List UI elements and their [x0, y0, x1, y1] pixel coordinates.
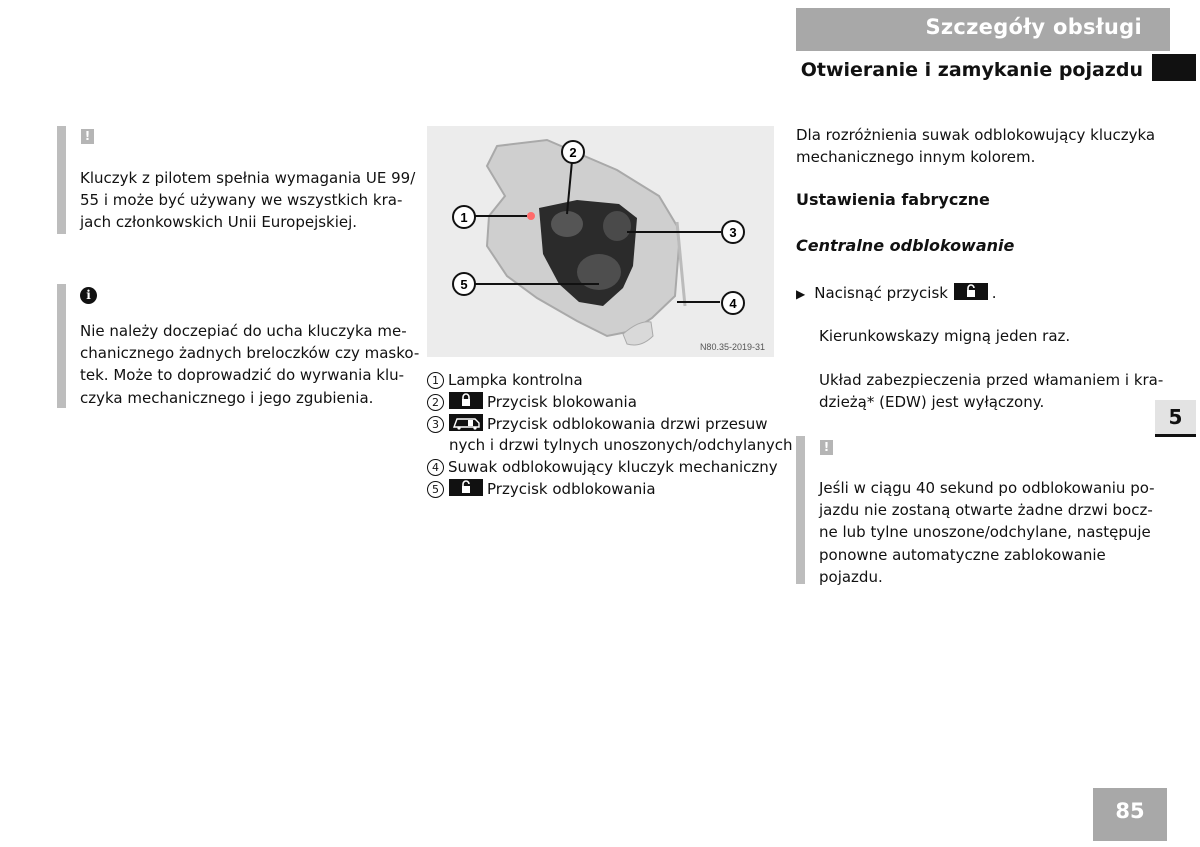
figure-legend [427, 370, 793, 501]
text-line: pojazdu. [819, 567, 883, 586]
warning-note-text [80, 167, 415, 234]
van-door-button [603, 211, 631, 241]
indicator-lamp [527, 212, 535, 220]
lock-open-icon [449, 479, 483, 496]
legend-text: Lampka kontrolna [448, 371, 583, 389]
legend-number: 1 [427, 372, 444, 389]
step-arrow-icon: ▶ [796, 287, 806, 301]
lock-open-icon [954, 283, 988, 300]
info-icon: i [80, 287, 97, 304]
result-edw [819, 369, 1163, 413]
callout-label-2: 2 [569, 145, 577, 160]
step-text: Nacisnąć przycisk [814, 284, 948, 302]
text-line: jazdu nie zostaną otwarte żadne drzwi bocz- [819, 501, 1153, 520]
text-line: dzieżą* (EDW) jest wyłączony. [819, 393, 1045, 412]
legend-text: Suwak odblokowujący kluczyk mechaniczny [448, 458, 778, 477]
exclamation-icon: ! [820, 440, 833, 455]
warning-note-text [819, 477, 1155, 588]
figure-code: N80.35-2019-31 [699, 342, 765, 352]
legend-item-5 [427, 479, 793, 501]
text-line: ponowne automatyczne zablokowanie [819, 545, 1106, 564]
warning-note-bar [796, 436, 805, 584]
legend-text: Przycisk odblokowania drzwi przesuw [487, 414, 768, 433]
callout-label-5: 5 [460, 277, 468, 292]
warning-note-bar [57, 126, 66, 234]
callout-label-1: 1 [460, 210, 468, 225]
text-line: Nie należy doczepiać do ucha kluczyka me- [80, 322, 407, 340]
text-line: 55 i może być używany we wszystkich kra- [80, 191, 403, 210]
info-note-text [80, 320, 419, 409]
legend-number: 2 [427, 394, 444, 411]
key-figure [427, 126, 774, 357]
legend-item-4 [427, 457, 793, 479]
text-line: Kluczyk z pilotem spełnia wymagania UE 99/ [80, 169, 416, 187]
legend-item-3-continuation: nych i drzwi tylnych unoszonych/odchylanych [449, 436, 793, 455]
callout-label-4: 4 [729, 296, 737, 311]
central-unlock-subheading: Centralne odblokowanie [796, 236, 1015, 255]
text-line: Dla rozróżnienia suwak odblokowujący kluczyka [796, 126, 1156, 144]
callout-label-3: 3 [729, 225, 737, 240]
legend-number: 5 [427, 481, 444, 498]
text-line: chanicznego żadnych breloczków czy masko- [80, 344, 420, 363]
result-turn-signals: Kierunkowskazy migną jeden raz. [819, 327, 1071, 345]
section-title: Otwieranie i zamykanie pojazdu [800, 59, 1143, 81]
exclamation-icon: ! [81, 129, 94, 144]
remote-key-illustration [427, 126, 774, 357]
text-line: Jeśli w ciągu 40 sekund po odblokowaniu po- [819, 479, 1155, 497]
legend-number: 4 [427, 459, 444, 476]
legend-text: Przycisk blokowania [487, 392, 637, 411]
text-line: tek. Może to doprowadzić do wyrwania klu- [80, 366, 405, 385]
text-line: mechanicznego innym kolorem. [796, 148, 1036, 167]
intro-paragraph [796, 124, 1155, 168]
text-line: Układ zabezpieczenia przed włamaniem i kra- [819, 371, 1164, 389]
text-line: ne lub tylne unoszone/odchylane, następuje [819, 523, 1151, 542]
factory-settings-heading: Ustawienia fabryczne [796, 190, 990, 209]
step-text-end: . [991, 284, 997, 302]
legend-item-2 [427, 392, 793, 414]
info-note-bar [57, 284, 66, 408]
text-line: czyka mechanicznego i jego zgubienia. [80, 388, 374, 407]
legend-item-1 [427, 370, 793, 392]
legend-number: 3 [427, 416, 444, 433]
chapter-tab: 5 [1155, 400, 1196, 437]
legend-text: Przycisk odblokowania [487, 479, 656, 498]
instruction-step [796, 282, 997, 305]
text-line: jach członkowskich Unii Europejskiej. [80, 213, 358, 232]
chapter-header [796, 8, 1170, 51]
page-number: 85 [1093, 788, 1167, 841]
van-rear-doors-icon [449, 414, 483, 431]
legend-item-3 [427, 414, 793, 436]
chapter-title: Szczegóły obsługi [925, 15, 1142, 39]
lock-button [551, 211, 583, 237]
lock-closed-icon [449, 392, 483, 409]
section-marker [1152, 54, 1196, 81]
